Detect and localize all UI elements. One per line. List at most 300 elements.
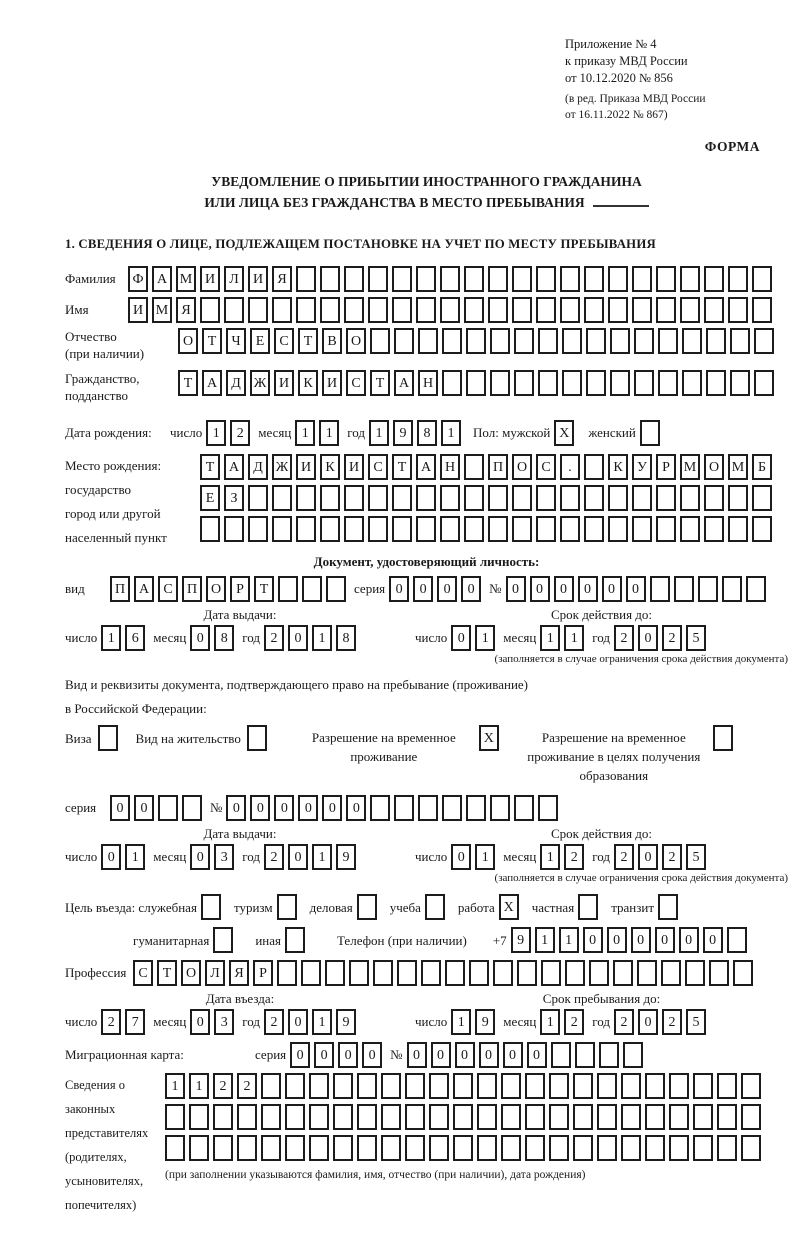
birth-year-boxes[interactable] — [369, 420, 465, 446]
char-box[interactable]: 2 — [237, 1073, 257, 1099]
char-box[interactable]: М — [680, 454, 700, 480]
char-box[interactable] — [464, 297, 484, 323]
char-box[interactable]: 0 — [362, 1042, 382, 1068]
char-box[interactable] — [368, 266, 388, 292]
char-box[interactable] — [429, 1073, 449, 1099]
char-box[interactable] — [464, 516, 484, 542]
rep-row1-boxes[interactable] — [165, 1073, 765, 1099]
female-checkbox[interactable] — [640, 420, 664, 446]
char-box[interactable] — [536, 266, 556, 292]
char-box[interactable] — [309, 1135, 329, 1161]
char-box[interactable] — [741, 1073, 761, 1099]
char-box[interactable] — [466, 328, 486, 354]
char-box[interactable] — [632, 297, 652, 323]
char-box[interactable]: В — [322, 328, 342, 354]
char-box[interactable] — [320, 516, 340, 542]
char-box[interactable] — [189, 1104, 209, 1130]
char-box[interactable]: 8 — [417, 420, 437, 446]
char-box[interactable]: 0 — [679, 927, 699, 953]
char-box[interactable] — [656, 266, 676, 292]
char-box[interactable] — [213, 1135, 233, 1161]
char-box[interactable] — [416, 516, 436, 542]
char-box[interactable] — [440, 297, 460, 323]
birthplace-row3-boxes[interactable] — [200, 516, 776, 542]
char-box[interactable] — [296, 485, 316, 511]
char-box[interactable] — [578, 894, 598, 920]
doc-issue-year-boxes[interactable] — [264, 625, 360, 651]
char-box[interactable]: 0 — [314, 1042, 334, 1068]
char-box[interactable]: 3 — [214, 1009, 234, 1035]
char-box[interactable] — [200, 297, 220, 323]
char-box[interactable] — [464, 485, 484, 511]
char-box[interactable]: 1 — [475, 625, 495, 651]
char-box[interactable]: И — [128, 297, 148, 323]
char-box[interactable] — [584, 266, 604, 292]
char-box[interactable] — [357, 1073, 377, 1099]
char-box[interactable]: Я — [272, 266, 292, 292]
char-box[interactable]: О — [178, 328, 198, 354]
char-box[interactable] — [621, 1135, 641, 1161]
char-box[interactable]: 1 — [312, 625, 332, 651]
char-box[interactable] — [560, 266, 580, 292]
char-box[interactable]: 0 — [431, 1042, 451, 1068]
char-box[interactable] — [296, 297, 316, 323]
char-box[interactable]: 0 — [451, 844, 471, 870]
char-box[interactable]: Т — [392, 454, 412, 480]
char-box[interactable] — [573, 1104, 593, 1130]
char-box[interactable]: 2 — [614, 1009, 634, 1035]
char-box[interactable]: О — [206, 576, 226, 602]
char-box[interactable] — [752, 516, 772, 542]
char-box[interactable] — [565, 960, 585, 986]
char-box[interactable]: И — [296, 454, 316, 480]
char-box[interactable] — [320, 297, 340, 323]
char-box[interactable]: Т — [298, 328, 318, 354]
char-box[interactable] — [416, 297, 436, 323]
char-box[interactable]: 1 — [165, 1073, 185, 1099]
char-box[interactable]: 0 — [346, 795, 366, 821]
char-box[interactable] — [418, 795, 438, 821]
char-box[interactable]: Т — [202, 328, 222, 354]
char-box[interactable]: 0 — [274, 795, 294, 821]
char-box[interactable]: 1 — [559, 927, 579, 953]
char-box[interactable]: А — [134, 576, 154, 602]
char-box[interactable] — [320, 266, 340, 292]
char-box[interactable]: Ф — [128, 266, 148, 292]
entry-month-boxes[interactable] — [190, 1009, 238, 1035]
citizenship-boxes[interactable] — [178, 370, 778, 396]
char-box[interactable] — [717, 1135, 737, 1161]
char-box[interactable] — [261, 1135, 281, 1161]
char-box[interactable]: 0 — [631, 927, 651, 953]
doc-valid-year-boxes[interactable] — [614, 625, 710, 651]
male-checkbox[interactable] — [554, 420, 578, 446]
char-box[interactable] — [623, 1042, 643, 1068]
char-box[interactable] — [453, 1104, 473, 1130]
char-box[interactable] — [680, 297, 700, 323]
char-box[interactable] — [658, 328, 678, 354]
stay-year-boxes[interactable] — [614, 1009, 710, 1035]
char-box[interactable] — [392, 297, 412, 323]
char-box[interactable] — [693, 1104, 713, 1130]
purpose-official-checkbox[interactable] — [201, 894, 225, 920]
char-box[interactable] — [538, 328, 558, 354]
char-box[interactable] — [381, 1135, 401, 1161]
char-box[interactable]: 8 — [336, 625, 356, 651]
char-box[interactable] — [674, 576, 694, 602]
char-box[interactable]: О — [512, 454, 532, 480]
char-box[interactable] — [440, 516, 460, 542]
char-box[interactable]: 0 — [288, 1009, 308, 1035]
char-box[interactable] — [640, 420, 660, 446]
char-box[interactable] — [349, 960, 369, 986]
char-box[interactable] — [392, 266, 412, 292]
char-box[interactable] — [752, 266, 772, 292]
char-box[interactable]: 2 — [614, 844, 634, 870]
char-box[interactable]: П — [488, 454, 508, 480]
permit-valid-day-boxes[interactable] — [451, 844, 499, 870]
char-box[interactable]: 0 — [506, 576, 526, 602]
char-box[interactable]: 0 — [638, 1009, 658, 1035]
char-box[interactable] — [394, 795, 414, 821]
char-box[interactable]: 3 — [214, 844, 234, 870]
char-box[interactable] — [277, 960, 297, 986]
char-box[interactable]: Н — [418, 370, 438, 396]
char-box[interactable] — [488, 516, 508, 542]
char-box[interactable] — [333, 1135, 353, 1161]
char-box[interactable]: 0 — [288, 625, 308, 651]
char-box[interactable]: З — [224, 485, 244, 511]
char-box[interactable] — [685, 960, 705, 986]
purpose-tourism-checkbox[interactable] — [277, 894, 301, 920]
char-box[interactable]: Я — [229, 960, 249, 986]
permit-issue-month-boxes[interactable] — [190, 844, 238, 870]
char-box[interactable]: 0 — [503, 1042, 523, 1068]
char-box[interactable] — [224, 297, 244, 323]
char-box[interactable] — [368, 485, 388, 511]
char-box[interactable] — [344, 516, 364, 542]
char-box[interactable] — [320, 485, 340, 511]
char-box[interactable]: К — [298, 370, 318, 396]
char-box[interactable] — [285, 1073, 305, 1099]
stay-day-boxes[interactable] — [451, 1009, 499, 1035]
permit-series-boxes[interactable] — [110, 795, 206, 821]
char-box[interactable] — [573, 1135, 593, 1161]
char-box[interactable] — [248, 516, 268, 542]
char-box[interactable] — [397, 960, 417, 986]
char-box[interactable] — [656, 516, 676, 542]
doc-series-boxes[interactable] — [389, 576, 485, 602]
char-box[interactable] — [301, 960, 321, 986]
char-box[interactable] — [344, 485, 364, 511]
char-box[interactable]: 1 — [295, 420, 315, 446]
char-box[interactable] — [405, 1135, 425, 1161]
char-box[interactable]: 0 — [638, 844, 658, 870]
char-box[interactable] — [584, 485, 604, 511]
char-box[interactable] — [490, 328, 510, 354]
char-box[interactable] — [610, 328, 630, 354]
char-box[interactable] — [682, 370, 702, 396]
char-box[interactable] — [704, 266, 724, 292]
residence-permit-checkbox[interactable] — [247, 725, 271, 751]
char-box[interactable] — [717, 1104, 737, 1130]
char-box[interactable] — [490, 370, 510, 396]
char-box[interactable] — [514, 370, 534, 396]
char-box[interactable]: 2 — [264, 844, 284, 870]
char-box[interactable]: 0 — [607, 927, 627, 953]
char-box[interactable] — [501, 1104, 521, 1130]
char-box[interactable]: 6 — [125, 625, 145, 651]
char-box[interactable] — [405, 1104, 425, 1130]
char-box[interactable] — [637, 960, 657, 986]
char-box[interactable] — [669, 1073, 689, 1099]
char-box[interactable] — [709, 960, 729, 986]
char-box[interactable]: 5 — [686, 844, 706, 870]
char-box[interactable] — [733, 960, 753, 986]
char-box[interactable] — [514, 795, 534, 821]
char-box[interactable]: И — [344, 454, 364, 480]
char-box[interactable] — [608, 297, 628, 323]
char-box[interactable] — [728, 297, 748, 323]
char-box[interactable] — [538, 795, 558, 821]
char-box[interactable]: 2 — [662, 844, 682, 870]
char-box[interactable]: 0 — [250, 795, 270, 821]
char-box[interactable]: 1 — [540, 1009, 560, 1035]
char-box[interactable] — [693, 1073, 713, 1099]
char-box[interactable]: 2 — [614, 625, 634, 651]
char-box[interactable] — [165, 1135, 185, 1161]
char-box[interactable]: Д — [226, 370, 246, 396]
doc-issue-day-boxes[interactable] — [101, 625, 149, 651]
char-box[interactable]: 0 — [626, 576, 646, 602]
char-box[interactable]: 0 — [554, 576, 574, 602]
char-box[interactable]: 1 — [475, 844, 495, 870]
char-box[interactable] — [538, 370, 558, 396]
char-box[interactable] — [722, 576, 742, 602]
char-box[interactable]: 2 — [564, 1009, 584, 1035]
char-box[interactable] — [201, 894, 221, 920]
char-box[interactable]: Н — [440, 454, 460, 480]
char-box[interactable] — [656, 297, 676, 323]
char-box[interactable] — [752, 485, 772, 511]
char-box[interactable]: 0 — [110, 795, 130, 821]
mig-number-boxes[interactable] — [407, 1042, 647, 1068]
char-box[interactable] — [464, 454, 484, 480]
patronymic-boxes[interactable] — [178, 328, 778, 354]
doc-valid-day-boxes[interactable] — [451, 625, 499, 651]
char-box[interactable] — [370, 795, 390, 821]
char-box[interactable] — [517, 960, 537, 986]
char-box[interactable] — [525, 1135, 545, 1161]
char-box[interactable]: 1 — [540, 844, 560, 870]
char-box[interactable] — [381, 1073, 401, 1099]
char-box[interactable] — [632, 516, 652, 542]
char-box[interactable] — [200, 516, 220, 542]
birth-month-boxes[interactable] — [295, 420, 343, 446]
char-box[interactable]: X — [479, 725, 499, 751]
char-box[interactable] — [182, 795, 202, 821]
char-box[interactable] — [584, 516, 604, 542]
phone-boxes[interactable] — [511, 927, 751, 953]
permit-issue-day-boxes[interactable] — [101, 844, 149, 870]
char-box[interactable]: 9 — [511, 927, 531, 953]
char-box[interactable]: . — [560, 454, 580, 480]
char-box[interactable] — [584, 297, 604, 323]
char-box[interactable] — [477, 1073, 497, 1099]
purpose-work-checkbox[interactable] — [499, 894, 523, 920]
char-box[interactable]: 5 — [686, 1009, 706, 1035]
char-box[interactable]: 2 — [213, 1073, 233, 1099]
char-box[interactable]: X — [554, 420, 574, 446]
char-box[interactable]: 0 — [407, 1042, 427, 1068]
char-box[interactable] — [440, 485, 460, 511]
char-box[interactable] — [728, 516, 748, 542]
entry-year-boxes[interactable] — [264, 1009, 360, 1035]
char-box[interactable] — [730, 370, 750, 396]
stay-month-boxes[interactable] — [540, 1009, 588, 1035]
char-box[interactable] — [693, 1135, 713, 1161]
char-box[interactable] — [488, 297, 508, 323]
char-box[interactable] — [754, 370, 774, 396]
char-box[interactable]: 5 — [686, 625, 706, 651]
char-box[interactable] — [608, 516, 628, 542]
char-box[interactable]: С — [158, 576, 178, 602]
char-box[interactable] — [728, 485, 748, 511]
char-box[interactable]: 0 — [530, 576, 550, 602]
char-box[interactable] — [344, 266, 364, 292]
char-box[interactable] — [562, 328, 582, 354]
char-box[interactable]: И — [322, 370, 342, 396]
char-box[interactable]: 1 — [441, 420, 461, 446]
char-box[interactable]: С — [536, 454, 556, 480]
char-box[interactable]: Р — [230, 576, 250, 602]
char-box[interactable]: П — [110, 576, 130, 602]
char-box[interactable]: К — [320, 454, 340, 480]
char-box[interactable]: 0 — [226, 795, 246, 821]
char-box[interactable] — [575, 1042, 595, 1068]
char-box[interactable]: 0 — [451, 625, 471, 651]
char-box[interactable]: Ж — [250, 370, 270, 396]
char-box[interactable]: 1 — [451, 1009, 471, 1035]
char-box[interactable]: 2 — [264, 625, 284, 651]
char-box[interactable] — [621, 1104, 641, 1130]
char-box[interactable] — [416, 485, 436, 511]
char-box[interactable] — [394, 328, 414, 354]
char-box[interactable] — [586, 370, 606, 396]
char-box[interactable]: И — [200, 266, 220, 292]
char-box[interactable] — [445, 960, 465, 986]
char-box[interactable] — [261, 1104, 281, 1130]
char-box[interactable] — [501, 1073, 521, 1099]
char-box[interactable] — [421, 960, 441, 986]
temp-permit-checkbox[interactable] — [479, 725, 503, 751]
char-box[interactable] — [98, 725, 118, 751]
char-box[interactable]: Т — [178, 370, 198, 396]
char-box[interactable]: Т — [200, 454, 220, 480]
char-box[interactable] — [405, 1073, 425, 1099]
birth-day-boxes[interactable] — [206, 420, 254, 446]
char-box[interactable]: 7 — [125, 1009, 145, 1035]
char-box[interactable] — [373, 960, 393, 986]
char-box[interactable]: А — [416, 454, 436, 480]
char-box[interactable] — [357, 1104, 377, 1130]
char-box[interactable] — [746, 576, 766, 602]
char-box[interactable]: Л — [224, 266, 244, 292]
char-box[interactable]: И — [248, 266, 268, 292]
char-box[interactable] — [536, 485, 556, 511]
char-box[interactable]: Р — [253, 960, 273, 986]
char-box[interactable] — [285, 927, 305, 953]
char-box[interactable] — [589, 960, 609, 986]
char-box[interactable] — [730, 328, 750, 354]
char-box[interactable]: 0 — [703, 927, 723, 953]
char-box[interactable] — [272, 516, 292, 542]
char-box[interactable] — [608, 485, 628, 511]
char-box[interactable] — [650, 576, 670, 602]
char-box[interactable] — [562, 370, 582, 396]
char-box[interactable] — [669, 1135, 689, 1161]
char-box[interactable]: 9 — [393, 420, 413, 446]
char-box[interactable]: 0 — [527, 1042, 547, 1068]
char-box[interactable] — [560, 516, 580, 542]
char-box[interactable] — [237, 1135, 257, 1161]
char-box[interactable] — [493, 960, 513, 986]
char-box[interactable]: 1 — [319, 420, 339, 446]
char-box[interactable] — [440, 266, 460, 292]
char-box[interactable] — [247, 725, 267, 751]
char-box[interactable] — [158, 795, 178, 821]
char-box[interactable] — [429, 1104, 449, 1130]
char-box[interactable] — [632, 266, 652, 292]
char-box[interactable]: 1 — [540, 625, 560, 651]
char-box[interactable] — [717, 1073, 737, 1099]
char-box[interactable]: 9 — [475, 1009, 495, 1035]
char-box[interactable]: Ж — [272, 454, 292, 480]
char-box[interactable]: Р — [656, 454, 676, 480]
char-box[interactable] — [189, 1135, 209, 1161]
char-box[interactable]: 0 — [322, 795, 342, 821]
char-box[interactable]: 0 — [602, 576, 622, 602]
char-box[interactable] — [514, 328, 534, 354]
char-box[interactable] — [370, 328, 390, 354]
char-box[interactable] — [645, 1104, 665, 1130]
char-box[interactable]: 0 — [479, 1042, 499, 1068]
char-box[interactable] — [477, 1135, 497, 1161]
char-box[interactable] — [296, 266, 316, 292]
char-box[interactable]: 0 — [190, 625, 210, 651]
char-box[interactable] — [213, 1104, 233, 1130]
doc-valid-month-boxes[interactable] — [540, 625, 588, 651]
char-box[interactable]: О — [181, 960, 201, 986]
char-box[interactable]: 0 — [290, 1042, 310, 1068]
purpose-study-checkbox[interactable] — [425, 894, 449, 920]
char-box[interactable] — [453, 1135, 473, 1161]
profession-boxes[interactable] — [133, 960, 757, 986]
char-box[interactable] — [285, 1135, 305, 1161]
char-box[interactable] — [704, 516, 724, 542]
char-box[interactable]: Т — [254, 576, 274, 602]
purpose-other-checkbox[interactable] — [285, 927, 309, 953]
char-box[interactable] — [512, 266, 532, 292]
char-box[interactable] — [278, 576, 298, 602]
char-box[interactable] — [645, 1073, 665, 1099]
char-box[interactable] — [488, 266, 508, 292]
char-box[interactable] — [658, 370, 678, 396]
char-box[interactable] — [248, 485, 268, 511]
char-box[interactable] — [464, 266, 484, 292]
surname-boxes[interactable] — [128, 266, 776, 292]
purpose-humanitarian-checkbox[interactable] — [213, 927, 237, 953]
